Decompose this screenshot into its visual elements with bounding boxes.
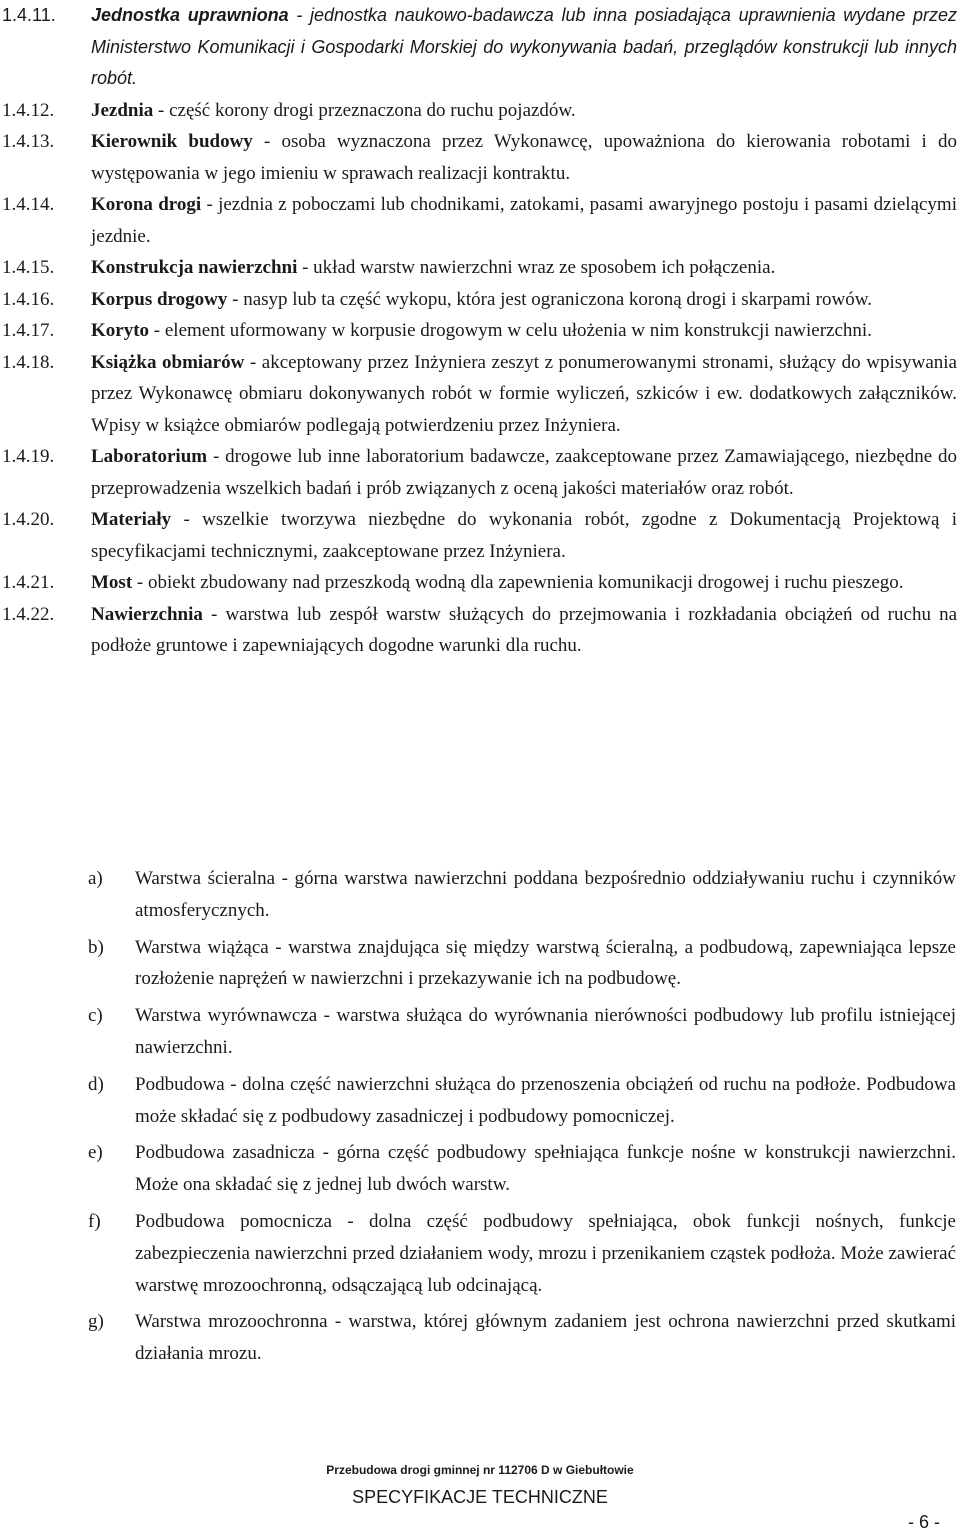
definition-number: 1.4.21. [2,572,55,593]
definition-number: 1.4.14. [2,194,55,215]
list-item-letter: d) [88,1073,104,1095]
definition-number: 1.4.18. [2,351,55,373]
definition-number: 1.4.16. [2,288,55,310]
list-item [88,1137,956,1201]
definition-text: - element uformowany w korpusie drogowym w celu ułożenia w nim konstrukcji nawierzchni. [149,320,872,341]
list-item [88,1000,956,1064]
pavement-layers-list [88,863,956,1375]
definition-number: 1.4.19. [2,446,55,467]
list-item-letter: g) [88,1311,104,1333]
definition-term: Nawierzchnia [91,603,203,625]
footer-document-type: SPECYFIKACJE TECHNICZNE [352,1487,608,1507]
definition-number: 1.4.13. [2,131,55,152]
footer-project-title: Przebudowa drogi gminnej nr 112706 D w Giebułtowie [326,1463,634,1477]
list-item-letter: f) [88,1210,101,1232]
definition-text: - warstwa lub zespół warstw służących do przejmowania i rozkładania obciążeń od ruchu na podłoże gruntowe i zapewniających dogodne warunki dla ruchu. [91,603,957,656]
definition-text: - jednostka naukowo-badawcza lub inna posiadająca uprawnienia wydane przez Ministerstwo Komunikacji i Gospodarki Morskiej do wykonywania badań, przeglądów konstrukcji lub innych robót. [91,5,958,88]
list-item [88,932,956,996]
definition-term: Kierownik budowy [91,131,253,152]
list-item-letter: b) [88,936,104,958]
definition-item [2,315,957,347]
definition-number: 1.4.11. [2,5,56,25]
definition-item [2,0,957,95]
list-item-text: Warstwa ścieralna - górna warstwa nawierzchni poddana bezpośrednio oddziaływaniu ruchu i czynników atmosferycznych. [135,868,956,921]
definition-item [2,347,957,442]
definition-number: 1.4.20. [2,509,55,530]
definition-term: Korona drogi [91,194,202,215]
definition-text: - drogowe lub inne laboratorium badawcze, zaakceptowane przez Zamawiającego, niezbędne do przeprowadzenia wszelkich badań i prób związanych z oceną jakości materiałów oraz robót. [91,446,957,499]
definition-item [2,126,957,189]
definition-term: Książka obmiarów [91,351,245,373]
definition-term: Laboratorium [91,446,208,467]
definition-item [2,252,957,284]
definition-text: - wszelkie tworzywa niezbędne do wykonania robót, zgodne z Dokumentacją Projektową i specyfikacjami technicznymi, zaakceptowane przez Inżyniera. [91,509,957,562]
definition-term: Korpus drogowy [91,288,228,310]
definition-term: Jezdnia [91,99,154,121]
definition-item [2,284,957,316]
list-item-text: Podbudowa pomocnicza - dolna część podbudowy spełniająca, obok funkcji nośnych, funkcje zabezpieczenia nawierzchni przed działaniem wody, mrozu i przenikaniem cząstek podłoża. Może zawierać warstwę mrozoochronną, odsączającą lub odcinającą. [135,1210,956,1296]
definition-number: 1.4.12. [2,99,55,121]
definition-number: 1.4.17. [2,320,55,341]
definition-text: - osoba wyznaczona przez Wykonawcę, upoważniona do kierowania robotami i do występowania w jego imieniu w sprawach realizacji kontraktu. [91,131,957,184]
list-item-text: Podbudowa zasadnicza - górna część podbudowy spełniająca funkcje nośne w konstrukcji nawierzchni. Może ona składać się z jednej lub dwóch warstw. [135,1142,956,1196]
definition-item [2,599,957,662]
list-item-letter: c) [88,1005,103,1027]
definition-term: Jednostka uprawniona [91,5,289,25]
definition-term: Materiały [91,509,172,530]
definition-number: 1.4.15. [2,257,55,278]
definition-text: - nasyp lub ta część wykopu, która jest ograniczona koroną drogi i skarpami rowów. [227,288,872,310]
list-item-text: Warstwa mrozoochronna - warstwa, której głównym zadaniem jest ochrona nawierzchni przed skutkami działania mrozu. [135,1311,956,1365]
definition-term: Koryto [91,320,150,341]
definition-item [2,504,957,567]
list-item-text: Podbudowa - dolna część nawierzchni służąca do przenoszenia obciążeń od ruchu na podłoże. Podbudowa może składać się z podbudowy zasadniczej i podbudowy pomocniczej. [135,1073,956,1127]
definition-text: - obiekt zbudowany nad przeszkodą wodną dla zapewnienia komunikacji drogowej i ruchu pieszego. [132,572,904,593]
list-item-letter: e) [88,1142,103,1164]
list-item-text: Warstwa wyrównawcza - warstwa służąca do wyrównania nierówności podbudowy lub profilu istniejącej nawierzchni. [135,1005,956,1058]
definition-item [2,567,957,599]
definition-item [2,189,957,252]
definition-item [2,441,957,504]
definition-text: - układ warstw nawierzchni wraz ze sposobem ich połączenia. [297,257,776,278]
list-item-letter: a) [88,868,103,889]
list-item-text: Warstwa wiążąca - warstwa znajdująca się między warstwą ścieralną, a podbudową, zapewniająca lepsze rozłożenie naprężeń w nawierzchni i przekazywanie ich na podbudowę. [135,936,956,990]
definition-text: - akceptowany przez Inżyniera zeszyt z ponumerowanymi stronami, służący do wpisywania przez Wykonawcę obmiaru dokonywanych robót w formie wyliczeń, szkiców i ew. dodatkowych załączników. Wpisy w książce obmiarów podlegają potwierdzeniu przez Inżyniera. [91,351,957,436]
list-item [88,1069,956,1133]
definition-item [2,95,957,127]
page-number: - 6 - [907,1512,940,1532]
definition-term: Konstrukcja nawierzchni [91,257,298,278]
definition-number: 1.4.22. [2,603,55,625]
list-item [88,1206,956,1301]
definition-text: - część korony drogi przeznaczona do ruchu pojazdów. [153,99,576,121]
definitions-list [2,0,957,662]
definition-term: Most [91,572,133,593]
list-item [88,1306,956,1370]
definition-text: - jezdnia z poboczami lub chodnikami, zatokami, pasami awaryjnego postoju i pasami dzielącymi jezdnie. [91,194,957,247]
list-item [88,863,956,927]
